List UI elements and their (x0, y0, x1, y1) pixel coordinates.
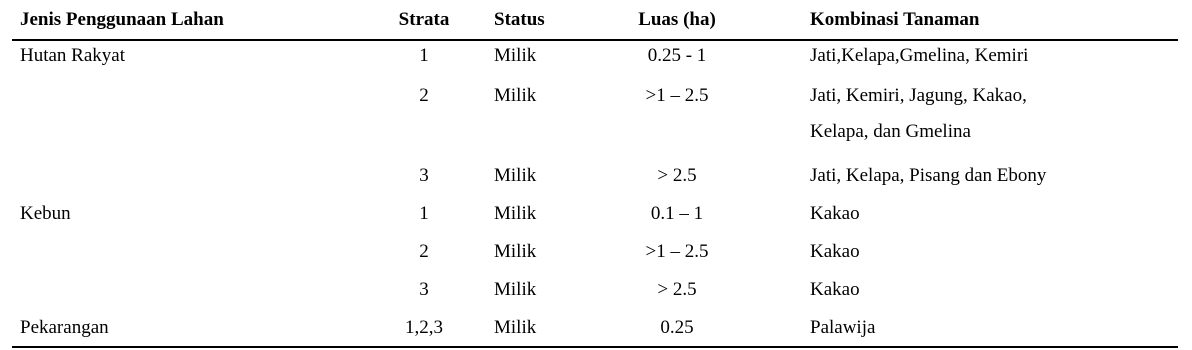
cell-luas: 0.1 – 1 (650, 203, 704, 224)
cell-status: Milik (494, 317, 537, 338)
cell-jenis: Pekarangan (20, 317, 109, 338)
cell-luas: > 2.5 (657, 165, 697, 186)
header-kombinasi: Kombinasi Tanaman (810, 9, 980, 30)
cell-luas: > 2.5 (657, 279, 697, 300)
cell-strata: 3 (419, 165, 429, 186)
cell-strata: 2 (419, 85, 429, 106)
cell-status: Milik (494, 165, 537, 186)
cell-status: Milik (494, 45, 537, 66)
cell-kombinasi: Jati, Kelapa, Pisang dan Ebony (810, 165, 1047, 186)
cell-luas: >1 – 2.5 (645, 85, 709, 106)
header-status: Status (494, 9, 545, 30)
header-rule (12, 39, 1178, 41)
cell-kombinasi: Jati,Kelapa,Gmelina, Kemiri (810, 45, 1029, 66)
cell-kombinasi: Jati, Kemiri, Jagung, Kakao, (810, 85, 1027, 106)
cell-status: Milik (494, 85, 537, 106)
cell-kombinasi: Kakao (810, 241, 860, 262)
cell-status: Milik (494, 203, 537, 224)
cell-jenis: Hutan Rakyat (20, 45, 126, 66)
cell-luas: 0.25 - 1 (647, 45, 707, 66)
cell-kombinasi-cont: Kelapa, dan Gmelina (810, 121, 971, 142)
cell-strata: 3 (419, 279, 429, 300)
cell-strata: 2 (419, 241, 429, 262)
cell-kombinasi: Palawija (810, 317, 876, 338)
header-luas: Luas (ha) (638, 9, 716, 30)
cell-strata: 1,2,3 (405, 317, 443, 338)
cell-status: Milik (494, 241, 537, 262)
cell-kombinasi: Kakao (810, 203, 860, 224)
cell-strata: 1 (419, 45, 429, 66)
land-use-table (12, 0, 1178, 350)
cell-strata: 1 (419, 203, 429, 224)
header-jenis: Jenis Penggunaan Lahan (20, 9, 224, 30)
header-strata: Strata (398, 9, 450, 30)
cell-kombinasi: Kakao (810, 279, 860, 300)
bottom-rule (12, 346, 1178, 348)
cell-luas: >1 – 2.5 (645, 241, 709, 262)
cell-luas: 0.25 (660, 317, 694, 338)
cell-jenis: Kebun (20, 203, 71, 224)
cell-status: Milik (494, 279, 537, 300)
